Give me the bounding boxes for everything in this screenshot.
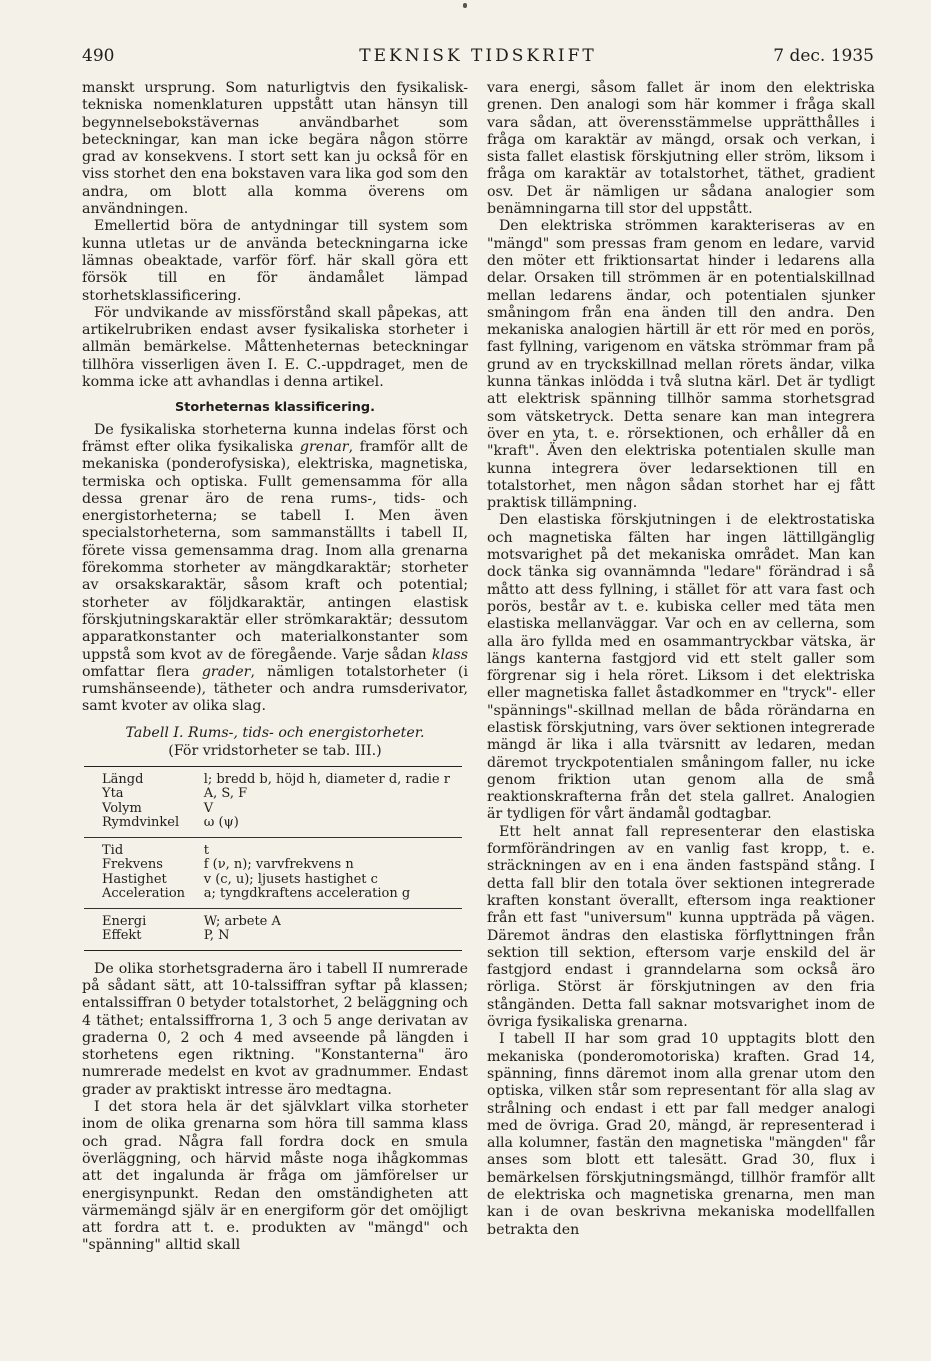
section-heading: Storheternas klassificering. xyxy=(175,400,375,416)
table-row xyxy=(84,766,462,787)
paragraph: Ett helt annat fall representerar den elastiska formförändringen av en vanlig fast kropp, t. e. sträckningen av en i ena änden fastspänd stång. I detta fall blir den totala över sektionen integrerade kraften konstant överallt, eftersom inga reaktioner från ett fast "universum" kunna uppträda på vägen. Däremot ändras den elastiska förflyttningen från sektion till sektion, eftersom varje enskild del är fastgjord endast i granndelarna som också äro rörliga. Störst är förskjutningen av den fria stångänden. Detta fall saknar motsvarighet inom de övriga fysikaliska grenarna. xyxy=(487,823,875,1031)
printing-mark xyxy=(463,3,467,8)
quantity-symbol: W; arbete A xyxy=(190,908,462,929)
table-row xyxy=(84,837,462,858)
table-quantities xyxy=(84,766,462,951)
quantity-symbol: v (c, u); ljusets hastighet c xyxy=(203,871,378,887)
quantity-symbol: ω (ψ) xyxy=(203,815,239,831)
quantity-symbol: f (ν, n); varvfrekvens n xyxy=(203,857,354,873)
right-column xyxy=(487,80,875,1239)
quantity-symbol: P, N xyxy=(203,928,230,944)
paragraph: I det stora hela är det självklart vilka storheter inom de olika grenarna som höra till samma klass och grad. Några fall fordra dock en smula överläggning, och härvid måste noga ihågkommas att det ingalunda är fråga om jämförelser ur energisynpunkt. Redan den omständigheten att värmemängd själv är en energiform gör det omöjligt att fordra att t. e. produkten av "mängd" och "spänning" alltid skall xyxy=(82,1099,468,1254)
paragraph: I tabell II har som grad 10 upptagits blott den mekaniska (ponderomotoriska) kraften. Grad 14, spänning, finns däremot inom alla grenar utom den optiska, vilken står som representant för alla slag av strålning och endast i ett par fall medger analogi med de övriga. Grad 20, mängd, är representerad i alla kolumner, fastän den magnetiska "mängden" får anses som blott ett talesätt. Grad 30, flux i bemärkelsen förskjutningsmängd, tillhör framför allt de elektriska och magnetiska grenarna, men man kan i de ovan beskrivna mekaniska modellfallen betrakta den xyxy=(487,1031,875,1238)
quantity-name: Yta xyxy=(102,786,124,802)
quantity-symbol: A, S, F xyxy=(203,786,248,802)
quantity-name: Acceleration xyxy=(102,886,186,902)
table-row xyxy=(84,787,462,802)
page-number: 490 xyxy=(82,46,115,66)
paragraph: För undvikande av missförstånd skall påpekas, att artikelrubriken endast avser fysikaliska storheter i allmän bemärkelse. Måttenheternas beteckningar tillhöra visserligen även I. E. C.-uppdraget, men de komma icke att avhandlas i denna artikel. xyxy=(82,304,468,391)
table-note: (För vridstorheter se tab. III.) xyxy=(168,742,382,759)
quantity-name: Effekt xyxy=(102,928,142,944)
running-header xyxy=(82,46,874,70)
paragraph: De fysikaliska storheterna kunna indelas först och främst efter olika fysikaliska grenar, framför allt de mekaniska (ponderofysiska), elektriska, magnetiska, termiska och optiska. Fullt gemensamma för alla dessa grenar äro de rena rums-, tids- och energistorheterna; se tabell I. Men även specialstorheterna, som sammanställts i tabell II, förete vissa gemensamma drag. Inom alla grenarna förekomma storheter av mängdkaraktär; storheter av orsakskaraktär, såsom kraft och potential; storheter av följdkaraktär, antingen elastisk förskjutningskaraktär eller strömkaraktär; dessutom apparatkonstanter och materialkonstanter som uppstå som kvot av de föregående. Varje sådan klass omfattar flera grader, nämligen totalstorheter (i rumshänseende), tätheter och andra rumsderivator, samt kvoter av olika slag. xyxy=(82,421,469,715)
left-column xyxy=(82,80,468,1255)
table-title: Rums-, tids- och energistorheter. xyxy=(188,724,425,741)
quantity-name: Energi xyxy=(84,908,190,929)
quantity-symbol: a; tyngdkraftens acceleration g xyxy=(203,886,411,902)
quantity-name: Rymdvinkel xyxy=(102,815,180,831)
quantity-name: Längd xyxy=(102,771,144,787)
paragraph: De olika storhetsgraderna äro i tabell II numrerade på sådant sätt, att 10-talssiffran syftar på klassen; entalssiffran 0 betyder totalstorhet, 2 beläggning och 4 täthet; entalssiffrorna 1, 3 och 5 ange derivatan av graderna 0, 2 och 4 med avseende på längden i storhetens egen riktning. "Konstanterna" äro numrerade medelst en kvot av gradnummer. Endast grader av praktiskt intresse äro medtagna. xyxy=(82,960,468,1098)
paragraph: Emellertid böra de antydningar till system som kunna utletas ur de använda beteckningarna icke lämnas obeaktade, varför förf. här skall göra ett försök till en för ändamålet lämpad storhetsklassificering. xyxy=(82,218,468,304)
table-row xyxy=(84,929,462,950)
quantity-name: Volym xyxy=(102,800,142,816)
paragraph: vara energi, såsom fallet är inom den elektriska grenen. Den analogi som här kommer i fråga skall vara sådan, att överensstämmelse upprätthålles i fråga om karaktär av mängd, orsak och verkan, i sista fallet elastisk förskjutning eller ström, liksom i fråga om karaktär av totalstorhet, täthet, gradient osv. Det är nämligen ur sådana analogier som benämningarna till stor del uppstått. xyxy=(487,80,875,218)
quantity-symbol: t xyxy=(190,837,462,858)
table-row xyxy=(84,802,462,817)
quantity-name: Tid xyxy=(84,837,190,858)
table-row xyxy=(84,873,462,888)
paragraph: Den elastiska förskjutningen i de elektrostatiska och magnetiska fälten har ingen lättillgänglig motsvarighet på det mekaniska området. Man kan dock tänka sig ovannämnda "ledare" förändrad i så måtto att dess fyllning, i stället för att vara fast och porös, består av t. e. kubiska celler med täta men elastiska mellanväggar. Var och en av cellerna, som alla äro fyllda med en osammantryckbar vätska, är längs kanterna fastgjord vid ett stelt galler som förgrenar sig i hela röret. Liksom i det elektriska eller magnetiska fallet åstadkommer en "tryck"- eller "spännings"-skillnad mellan de båda rörändarna en elastisk förskjutning, vars över sektionen integrerade mängd är lika i alla tvärsnitt av ledaren, medan däremot tryckpotentialen småningom faller, nu icke genom friktion utan genom alla de små reaktionskrafterna från det stela gallret. Analogien är tydligen för vårt ändamål godtagbar. xyxy=(487,512,875,823)
issue-date: 7 dec. 1935 xyxy=(773,46,874,66)
quantity-name: Hastighet xyxy=(102,871,167,887)
table-row xyxy=(84,887,462,908)
table-label: Tabell I. xyxy=(125,724,184,741)
journal-title: TEKNISK TIDSKRIFT xyxy=(359,46,597,66)
quantity-symbol: l; bredd b, höjd h, diameter d, radie r xyxy=(203,771,450,787)
quantity-symbol: V xyxy=(203,800,214,816)
quantity-name: Frekvens xyxy=(102,857,163,873)
paragraph: Den elektriska strömmen karakteriseras av en "mängd" som pressas fram genom en ledare, varvid den möter ett friktionsartat hinder i ledarens alla delar. Orsaken till strömmen är en potentialskillnad mellan ledarens ändar, och potentialen sjunker småningom från ena änden till den andra. Den mekaniska analogien härtill är ett rör med en porös, fast fyllning, varigenom en vätska strömmar fram på grund av en tryckskillnad mellan rörets ändar, vilka kunna tänkas inlödda i två slutna kärl. Det är tydligt att elektrisk spänning tillhör samma storhetsgrad som vätsketryck. Detta senare kan man integrera över en yta, t. e. rörsektionen, och erhåller då en "kraft". Även den elektriska potentialen skulle man kunna integrera över ledarsektionen till en totalstorhet, men någon sådan storhet har ej fått praktisk tillämpning. xyxy=(487,218,875,512)
table-row xyxy=(84,908,462,929)
table-row xyxy=(84,816,462,837)
table-caption xyxy=(82,724,468,760)
table-row xyxy=(84,858,462,873)
paragraph: manskt ursprung. Som naturligtvis den fysikalisk-tekniska nomenklaturen uppstått utan hänsyn till begynnelsebokstävernas användbarhet som beteckningar, kan man icke begära någon större grad av konsekvens. I stort sett kan ju också för en viss storhet den ena bokstaven vara lika god som den andra, om blott alla komma överens om användningen. xyxy=(82,80,468,218)
